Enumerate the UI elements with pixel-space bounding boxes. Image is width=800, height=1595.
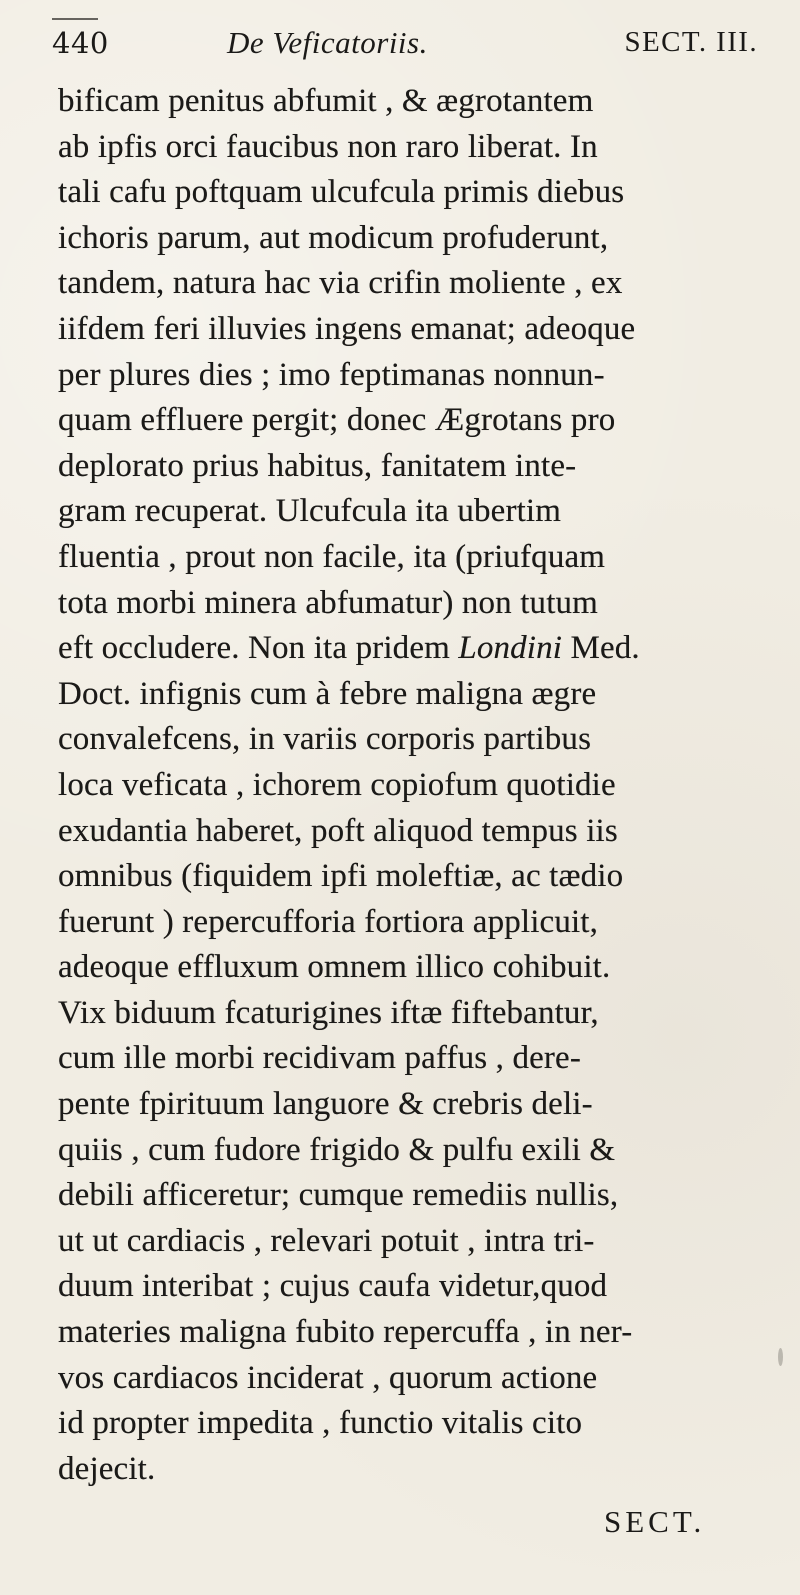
text-run: duum interibat ; cujus caufa videtur,quod	[58, 1268, 608, 1305]
text-run: materies maligna fubito repercuffa , in ner-	[58, 1314, 633, 1351]
text-run: bificam penitus abfumit , & ægrotantem	[58, 83, 594, 119]
text-line	[58, 261, 762, 307]
text-line	[58, 307, 762, 353]
text-run: cum ille morbi recidivam paffus , dere-	[58, 1040, 581, 1077]
text-line	[58, 1447, 762, 1493]
text-line	[58, 1128, 762, 1174]
text-run: exudantia haberet, poft aliquod tempus iis	[58, 812, 618, 849]
text-line	[58, 1356, 762, 1402]
text-run: quam effluere pergit; donec Ægrotans pro	[58, 402, 616, 439]
text-run: fluentia , prout non facile, ita (priufquam	[58, 538, 606, 575]
text-run: loca veficata , ichorem copiofum quotidie	[58, 766, 616, 803]
text-line	[58, 1173, 762, 1219]
text-run: gram recuperat. Ulcufcula ita ubertim	[58, 493, 562, 530]
text-run: tali cafu poftquam ulcufcula primis diebus	[58, 174, 625, 211]
text-run: eft occludere. Non ita pridem	[58, 630, 459, 667]
text-run: Doct. infignis cum à febre maligna ægre	[58, 675, 597, 712]
text-line	[58, 672, 762, 718]
text-run: fuerunt ) repercufforia fortiora applicuit,	[58, 903, 599, 940]
text-run: dejecit.	[58, 1450, 156, 1487]
text-line	[58, 1036, 762, 1082]
text-run: tota morbi minera abfumatur) non tutum	[58, 584, 598, 621]
text-line	[58, 444, 762, 490]
paper-mark	[778, 1348, 783, 1366]
text-line	[58, 216, 762, 262]
text-line	[58, 717, 762, 763]
text-line	[58, 1310, 762, 1356]
text-line	[58, 79, 762, 125]
text-line	[58, 489, 762, 535]
text-line	[58, 125, 762, 171]
running-head	[52, 22, 764, 70]
text-run: deplorato prius habitus, fanitatem inte-	[58, 447, 577, 484]
text-line	[58, 581, 762, 627]
text-run: ab ipfis orci faucibus non raro liberat. In	[58, 128, 598, 165]
text-run: Vix biduum fcaturigines iftæ fiftebantur,	[58, 994, 599, 1031]
text-line	[58, 170, 762, 216]
text-run: vos cardiacos inciderat , quorum actione	[58, 1359, 598, 1396]
main-text-block	[58, 79, 762, 1492]
text-run: quiis , cum fudore frigido & pulfu exili &	[58, 1131, 616, 1168]
page-number: 440	[52, 26, 109, 60]
text-line	[58, 854, 762, 900]
text-run: debili afficeretur; cumque remediis nullis,	[58, 1177, 619, 1214]
text-line	[58, 1082, 762, 1128]
text-line	[58, 991, 762, 1037]
text-line	[58, 353, 762, 399]
text-run: adeoque effluxum omnem illico cohibuit.	[58, 949, 611, 986]
catchword: SECT.	[604, 1504, 706, 1539]
text-line	[58, 809, 762, 855]
text-run: per plures dies ; imo feptimanas nonnun-	[58, 356, 605, 393]
text-line	[58, 763, 762, 809]
running-title: De Veficatoriis.	[227, 25, 428, 60]
text-line	[58, 1401, 762, 1447]
italic-place-name: Londini	[458, 630, 563, 667]
text-line	[58, 626, 762, 672]
text-run: tandem, natura hac via crifin moliente , ex	[58, 265, 623, 302]
text-line	[58, 535, 762, 581]
text-run: omnibus (fiquidem ipfi moleftiæ, ac tædio	[58, 858, 624, 895]
text-line	[58, 945, 762, 991]
text-line	[58, 1264, 762, 1310]
text-run: pente fpirituum languore & crebris deli-	[58, 1086, 593, 1123]
text-run: id propter impedita , functio vitalis cito	[58, 1405, 583, 1442]
text-run: convalefcens, in variis corporis partibus	[58, 721, 592, 758]
text-run: iifdem feri illuvies ingens emanat; adeoque	[58, 310, 636, 347]
text-run: ut ut cardiacis , relevari potuit , intra tri-	[58, 1222, 595, 1259]
text-line	[58, 900, 762, 946]
text-line	[58, 398, 762, 444]
section-label: SECT. III.	[624, 26, 758, 58]
text-run: ichoris parum, aut modicum profuderunt,	[58, 219, 609, 256]
text-line	[58, 1219, 762, 1265]
text-run: Med.	[562, 630, 640, 667]
